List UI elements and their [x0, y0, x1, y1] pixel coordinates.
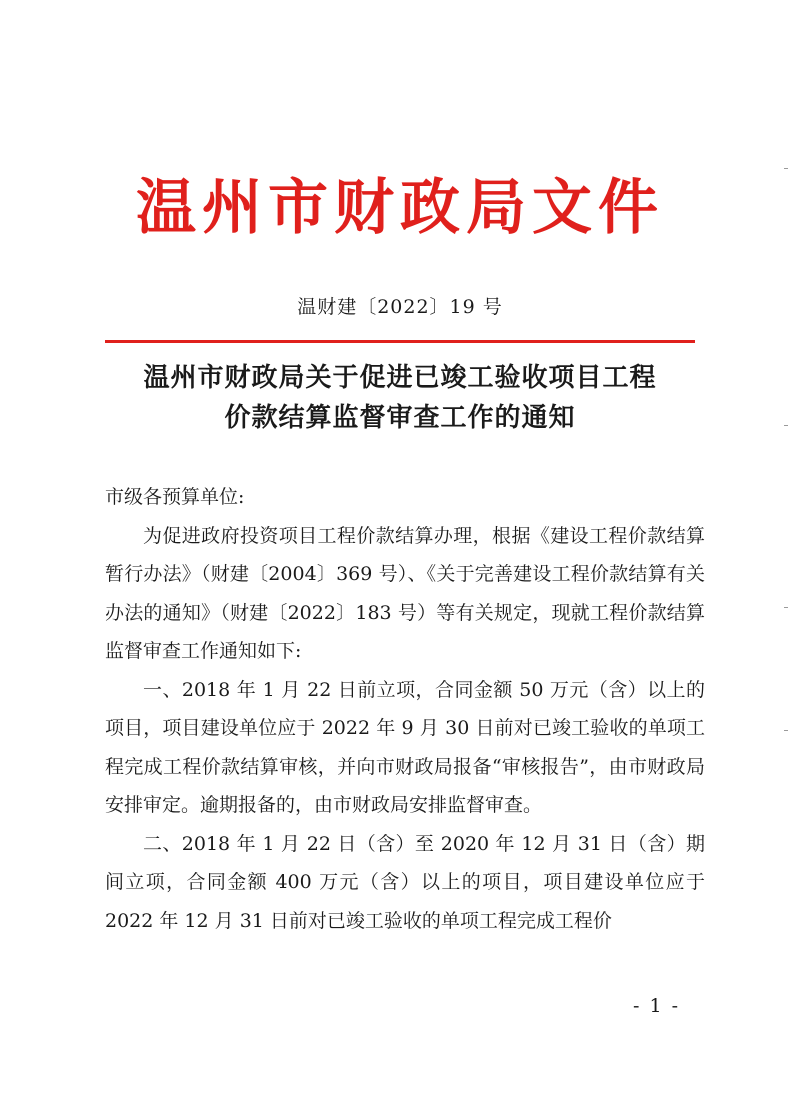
- notice-title: [60, 358, 740, 438]
- salutation: 市级各预算单位:: [105, 486, 245, 508]
- notice-body: [105, 478, 705, 940]
- paragraph-intro: 为促进政府投资项目工程价款结算办理，根据《建设工程价款结算暂行办法》（财建〔2004〕369 号）、《关于完善建设工程价款结算有关办法的通知》（财建〔2022〕183 号）等有关规定，现就工程价款结算监督审查工作通知如下:: [105, 524, 705, 662]
- issuer-header-title: 温州市财政局文件: [136, 173, 664, 243]
- scan-edge-mark: [784, 730, 788, 731]
- scan-edge-mark: [784, 168, 788, 169]
- paragraph-item-1: 一、2018 年 1 月 22 日前立项，合同金额 50 万元（含）以上的项目，项目建设单位应于 2022 年 9 月 30 日前对已竣工验收的单项工程完成工程价款结算审核，并向市财政局报备“审核报告”，由市财政局安排审定。逾期报备的，由市财政局安排监督审查。: [105, 678, 705, 816]
- red-divider-line: [105, 340, 695, 343]
- paragraph-item-2: 二、2018 年 1 月 22 日（含）至 2020 年 12 月 31 日（含）期间立项，合同金额 400 万元（含）以上的项目，项目建设单位应于 2022 年 12 月 31 日前对已竣工验收的单项工程完成工程价: [105, 832, 705, 932]
- notice-title-line-2: 价款结算监督审查工作的通知: [224, 403, 576, 433]
- page-number: - 1 -: [632, 995, 680, 1017]
- notice-title-line-1: 温州市财政局关于促进已竣工验收项目工程: [143, 363, 657, 393]
- document-number: 温财建〔2022〕19 号: [297, 296, 503, 318]
- scan-edge-mark: [784, 425, 788, 426]
- scan-edge-mark: [784, 607, 788, 608]
